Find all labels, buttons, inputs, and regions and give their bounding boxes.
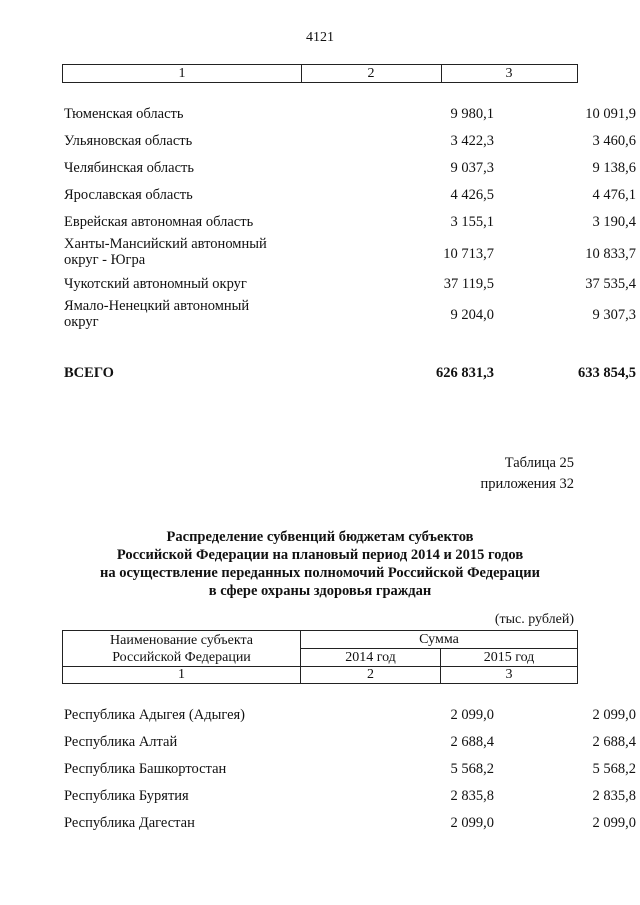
- value-2014: 9 204,0: [450, 307, 494, 323]
- region-name: Ямало-Ненецкий автономный округ: [64, 298, 250, 330]
- region-name: Тюменская область: [64, 106, 184, 122]
- value-2015: 2 835,8: [592, 788, 636, 804]
- value-2014: 3 422,3: [450, 133, 494, 149]
- region-name: Республика Дагестан: [64, 815, 195, 831]
- value-2014: 10 713,7: [443, 246, 494, 262]
- sum-column-header: Сумма: [301, 631, 577, 649]
- region-name: Республика Адыгея (Адыгея): [64, 707, 246, 723]
- value-2015: 2 099,0: [592, 707, 636, 723]
- region-name: Республика Бурятия: [64, 788, 189, 804]
- region-name: Чукотский автономный округ: [64, 276, 247, 292]
- region-name: Республика Алтай: [64, 734, 178, 750]
- year-2015-header: 2015 год: [441, 649, 577, 667]
- value-2015: 2 688,4: [592, 734, 636, 750]
- page-number: 4121: [306, 30, 334, 45]
- value-2014: 5 568,2: [450, 761, 494, 777]
- col-number-2: 2: [301, 667, 441, 683]
- col-number-3: 3: [505, 66, 513, 81]
- table-caption: [481, 453, 574, 495]
- title-line-1: Распределение субвенций бюджетам субъектов: [166, 529, 474, 545]
- year-2014-header: 2014 год: [301, 649, 441, 667]
- table-number: Таблица 25: [504, 455, 574, 471]
- name-header-line-1: Наименование субъекта: [110, 633, 253, 648]
- name-column-header: [63, 631, 301, 667]
- value-2015: 2 099,0: [592, 815, 636, 831]
- value-2015: 4 476,1: [592, 187, 636, 203]
- total-label: ВСЕГО: [64, 365, 114, 381]
- region-name: Ханты-Мансийский автономный округ - Югра: [64, 236, 267, 268]
- value-2014: 9 037,3: [450, 160, 494, 176]
- value-2015: 10 833,7: [585, 246, 636, 262]
- value-2014: 37 119,5: [443, 276, 494, 292]
- col-number-1: 1: [63, 667, 301, 683]
- document-title: [0, 528, 640, 600]
- value-2015: 9 138,6: [592, 160, 636, 176]
- value-2014: 2 835,8: [450, 788, 494, 804]
- region-name: Республика Башкортостан: [64, 761, 227, 777]
- value-2014: 3 155,1: [450, 214, 494, 230]
- total-2014: 626 831,3: [436, 365, 494, 381]
- col-number-2: 2: [301, 65, 442, 82]
- region-name: Челябинская область: [64, 160, 194, 176]
- total-2015: 633 854,5: [578, 365, 636, 381]
- col-number-3: 3: [505, 667, 513, 682]
- value-2014: 2 099,0: [450, 815, 494, 831]
- value-2015: 9 307,3: [592, 307, 636, 323]
- title-line-2: Российской Федерации на плановый период 2014 и 2015 годов: [116, 547, 524, 563]
- region-name: Ульяновская область: [64, 133, 193, 149]
- value-2015: 5 568,2: [592, 761, 636, 777]
- value-2014: 2 688,4: [450, 734, 494, 750]
- value-2015: 3 190,4: [592, 214, 636, 230]
- bottom-table-header: [62, 630, 578, 684]
- units-label: (тыс. рублей): [494, 612, 574, 627]
- top-table-column-numbers: [62, 64, 578, 83]
- region-name: Еврейская автономная область: [64, 214, 254, 230]
- title-line-4: в сфере охраны здоровья граждан: [208, 583, 432, 599]
- appendix-number: приложения 32: [480, 476, 574, 492]
- name-header-line-2: Российской Федерации: [112, 650, 251, 665]
- value-2015: 10 091,9: [585, 106, 636, 122]
- value-2014: 4 426,5: [450, 187, 494, 203]
- value-2014: 2 099,0: [450, 707, 494, 723]
- title-line-3: на осуществление переданных полномочий Российской Федерации: [100, 565, 540, 581]
- col-number-1: 1: [63, 65, 302, 82]
- value-2015: 37 535,4: [585, 276, 636, 292]
- value-2015: 3 460,6: [592, 133, 636, 149]
- value-2014: 9 980,1: [450, 106, 494, 122]
- region-name: Ярославская область: [64, 187, 193, 203]
